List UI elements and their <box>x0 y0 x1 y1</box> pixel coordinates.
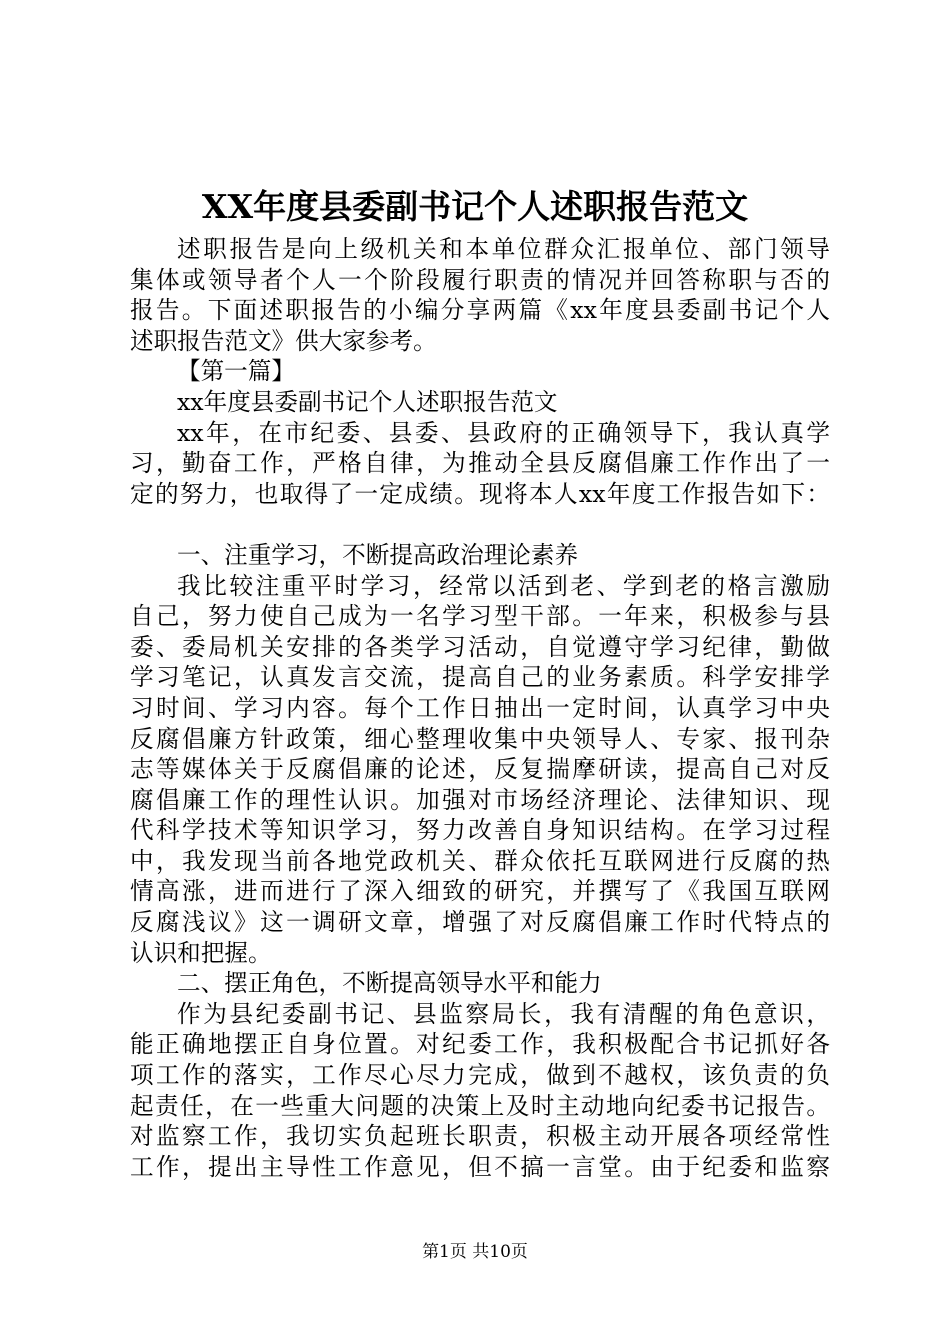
text-line: 情高涨，进而进行了深入细致的研究，并撰写了《我国互联网 <box>130 877 830 906</box>
text-line: xx年度县委副书记个人述职报告范文 <box>177 387 558 416</box>
text-line: 认识和把握。 <box>130 938 272 967</box>
text-line: 起责任，在一些重大问题的决策上及时主动地向纪委书记报告。 <box>130 1091 830 1120</box>
text-line: 学习笔记，认真发言交流，提高自己的业务素质。科学安排学 <box>130 663 830 692</box>
text-line: 集体或领导者个人一个阶段履行职责的情况并回答称职与否的 <box>130 265 830 294</box>
text-line: 一、注重学习，不断提高政治理论素养 <box>177 540 579 569</box>
page-title: XX年度县委副书记个人述职报告范文 <box>201 187 749 226</box>
text-line: 工作，提出主导性工作意见，但不搞一言堂。由于纪委和监察 <box>130 1152 830 1181</box>
text-line: 作为县纪委副书记、县监察局长，我有清醒的角色意识， <box>177 999 830 1028</box>
page-footer: 第1页 共10页 <box>422 1242 528 1262</box>
text-line: 能正确地摆正自身位置。对纪委工作，我积极配合书记抓好各 <box>130 1030 830 1059</box>
text-line: 代科学技术等知识学习，努力改善自身知识结构。在学习过程 <box>130 816 830 845</box>
text-line: 述职报告范文》供大家参考。 <box>130 326 437 355</box>
text-line: 项工作的落实，工作尽心尽力完成，做到不越权，该负责的负 <box>130 1061 830 1090</box>
text-line: 反腐倡廉方针政策，细心整理收集中央领导人、专家、报刊杂 <box>130 724 830 753</box>
text-line: 对监察工作，我切实负起班长职责，积极主动开展各项经常性 <box>130 1122 830 1151</box>
text-line: 述职报告是向上级机关和本单位群众汇报单位、部门领导 <box>177 235 830 263</box>
text-line: 习，勤奋工作，严格自律，为推动全县反腐倡廉工作作出了一 <box>130 449 830 478</box>
text-line: 腐倡廉工作的理性认识。加强对市场经济理论、法律知识、现 <box>130 785 830 814</box>
text-line: 报告。下面述职报告的小编分享两篇《xx年度县委副书记个人 <box>130 296 830 325</box>
text-line: 我比较注重平时学习，经常以活到老、学到老的格言激励 <box>177 571 830 600</box>
text-line: 【第一篇】 <box>177 357 295 386</box>
blank-line <box>130 509 830 540</box>
text-line: 自己，努力使自己成为一名学习型干部。一年来，积极参与县 <box>130 602 830 631</box>
text-line: 二、摆正角色，不断提高领导水平和能力 <box>177 969 602 998</box>
text-line: 委、委局机关安排的各类学习活动，自觉遵守学习纪律，勤做 <box>130 632 830 661</box>
text-line: 志等媒体关于反腐倡廉的论述，反复揣摩研读，提高自己对反 <box>130 755 830 784</box>
text-line: 中，我发现当前各地党政机关、群众依托互联网进行反腐的热 <box>130 846 830 875</box>
text-line: xx年，在市纪委、县委、县政府的正确领导下，我认真学 <box>177 418 830 447</box>
text-line: 习时间、学习内容。每个工作日抽出一定时间，认真学习中央 <box>130 693 830 722</box>
text-line: 定的努力，也取得了一定成绩。现将本人xx年度工作报告如下： <box>130 479 830 508</box>
document-body <box>130 234 830 1182</box>
text-line: 反腐浅议》这一调研文章，增强了对反腐倡廉工作时代特点的 <box>130 908 830 937</box>
